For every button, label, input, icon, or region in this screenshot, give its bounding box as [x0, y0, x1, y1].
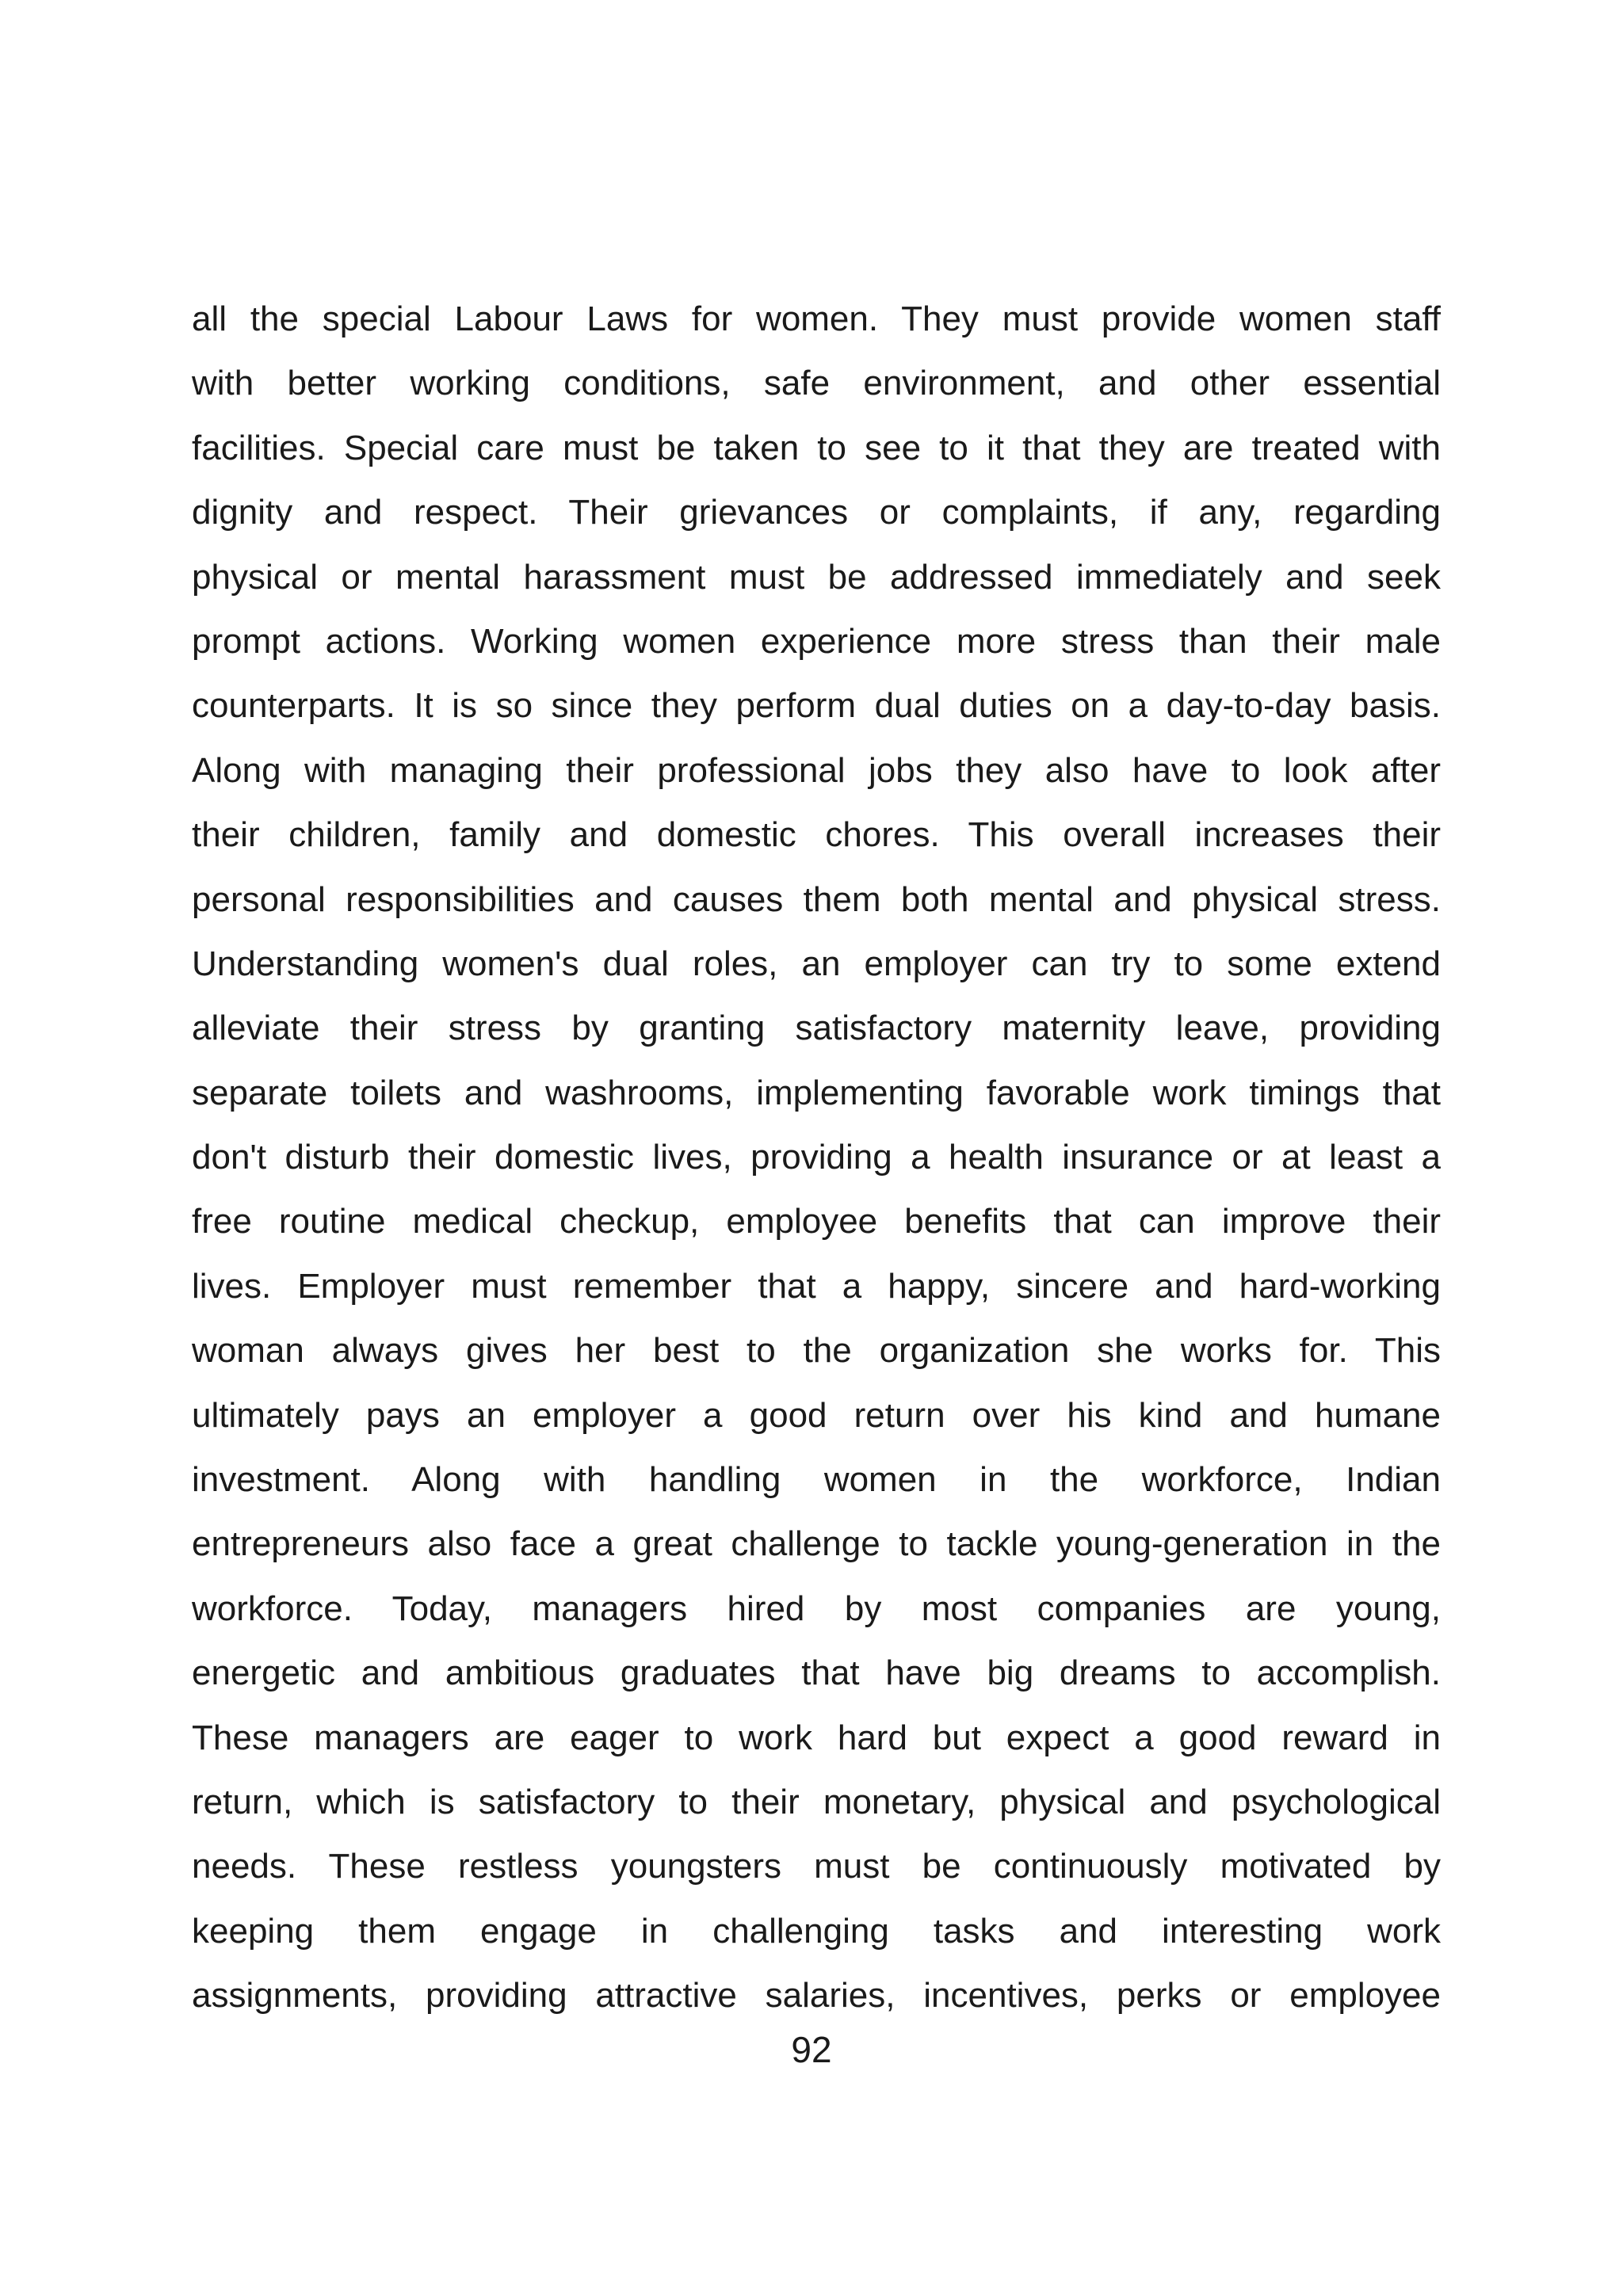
text-line: keeping them engage in challenging tasks and interesting work — [192, 1911, 1441, 1951]
text-line: facilities. Special care must be taken to see to it that they are treated with — [192, 428, 1441, 467]
text-line: lives. Employer must remember that a happy, sincere and hard-working — [192, 1266, 1441, 1306]
text-line: all the special Labour Laws for women. They must provide women staff — [192, 299, 1441, 338]
text-line: ultimately pays an employer a good return over his kind and humane — [192, 1395, 1441, 1435]
body-paragraph — [192, 287, 1441, 2028]
text-line: return, which is satisfactory to their monetary, physical and psychological — [192, 1782, 1441, 1821]
text-line: entrepreneurs also face a great challenge to tackle young-generation in the — [192, 1524, 1441, 1564]
text-line: dignity and respect. Their grievances or complaints, if any, regarding — [192, 493, 1441, 532]
text-line: These managers are eager to work hard but expect a good reward in — [192, 1718, 1441, 1757]
text-line: woman always gives her best to the organization she works for. This — [192, 1331, 1441, 1371]
text-line: workforce. Today, managers hired by most companies are young, — [192, 1589, 1441, 1628]
text-line: prompt actions. Working women experience more stress than their male — [192, 621, 1441, 661]
text-line: personal responsibilities and causes them both mental and physical stress. — [192, 879, 1441, 919]
text-line: Along with managing their professional jobs they also have to look after — [192, 750, 1441, 790]
text-line: Understanding women's dual roles, an employer can try to some extend — [192, 944, 1441, 983]
text-line: investment. Along with handling women in the workforce, Indian — [192, 1460, 1441, 1500]
text-line: energetic and ambitious graduates that have big dreams to accomplish. — [192, 1653, 1441, 1693]
text-line: with better working conditions, safe environment, and other essential — [192, 364, 1441, 403]
text-line: physical or mental harassment must be addressed immediately and seek — [192, 557, 1441, 597]
text-line: counterparts. It is so since they perform dual duties on a day-to-day basis. — [192, 686, 1441, 726]
text-line: don't disturb their domestic lives, providing a health insurance or at least a — [192, 1138, 1441, 1177]
text-line: their children, family and domestic chores. This overall increases their — [192, 815, 1441, 855]
text-line: assignments, providing attractive salaries, incentives, perks or employee — [192, 1976, 1441, 2016]
text-line: separate toilets and washrooms, implementing favorable work timings that — [192, 1073, 1441, 1112]
text-line: free routine medical checkup, employee benefits that can improve their — [192, 1202, 1441, 1241]
text-line: needs. These restless youngsters must be continuously motivated by — [192, 1847, 1441, 1886]
page-number: 92 — [791, 2029, 832, 2070]
text-line: alleviate their stress by granting satisfactory maternity leave, providing — [192, 1009, 1441, 1048]
